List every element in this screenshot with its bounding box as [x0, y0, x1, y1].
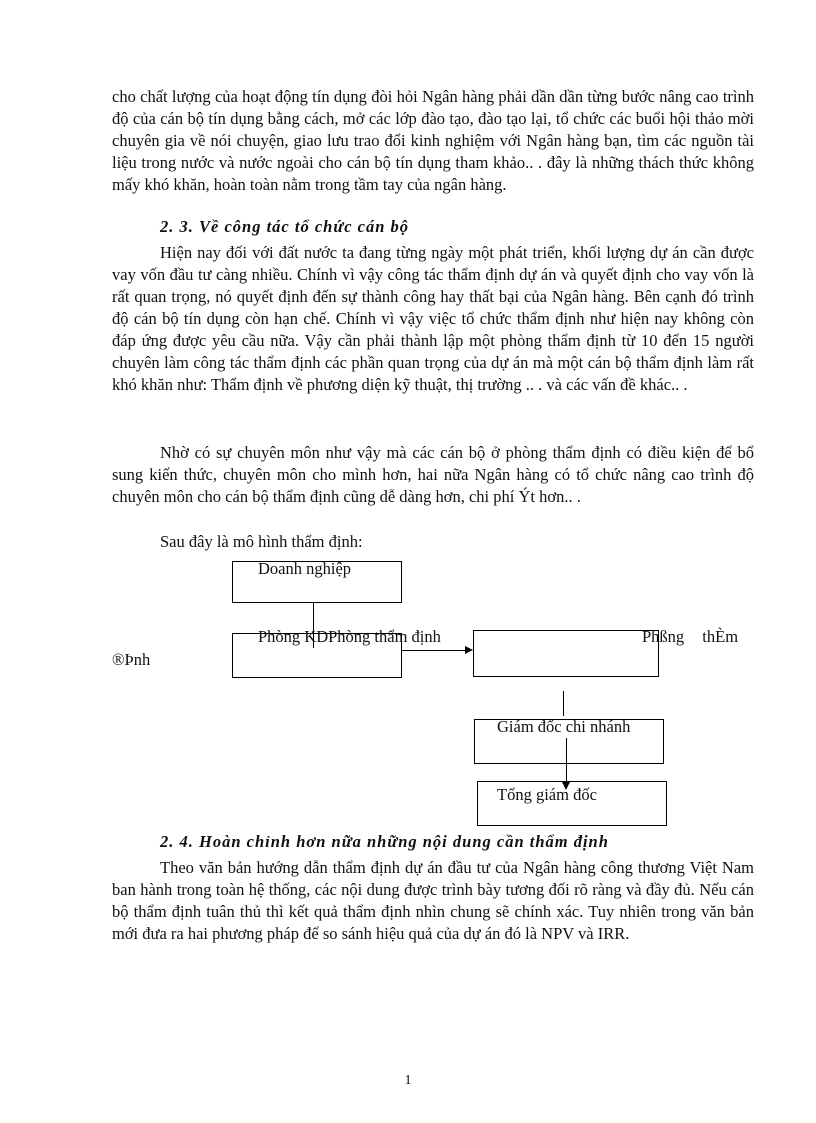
- connector-tham-dinh-to-giam-doc: [563, 691, 564, 716]
- arrow-right-icon: [465, 646, 473, 654]
- label-dinh-garbled: ®Þnh: [112, 650, 151, 669]
- paragraph-credit-training: cho chất lượng của hoạt động tín dụng đòi hỏi Ngân hàng phải dần dần từng bước nâng cao trình độ của cán bộ tín dụng bằng cách, mở các lớp đào tạo, đào tạo lại, tổ chức các buổi hội thảo mời chuyên gia về nói chuyện, giao lưu trao đổi kinh nghiệm với Ngân hàng bạn, tìm các nguồn tài liệu trong nước và nước ngoài cho cán bộ tín dụng tham khảo.. . đây là những thách thức không mấy khó khăn, hoàn toàn nằm trong tầm tay của ngân hàng.: [112, 87, 754, 194]
- label-doanh-nghiep: Doanh nghiệp: [258, 559, 352, 578]
- paragraph-specialization-benefits: Nhờ có sự chuyên môn như vậy mà các cán bộ ở phòng thẩm định có điều kiện để bổ sung kiến thức, chuyên môn cho mình hơn, hai nữa Ngân hàng có tổ chức nâng cao trình độ chuyên môn cho cán bộ thẩm định cũng dễ dàng hơn, chi phí Ýt hơn.. .: [112, 443, 754, 506]
- paragraph-guidelines: Theo văn bản hướng dẫn thẩm định dự án đầu tư của Ngân hàng công thương Việt Nam ban hành trong toàn hệ thống, các nội dung được trình bày tương đối rõ ràng và đầy đủ. Nếu cán bộ thẩm định tuân thủ thì kết quả thẩm định nhìn chung sẽ chính xác. Tuy nhiên trong văn bản mới đưa ra hai phương pháp để so sánh hiệu quả của dự án đó là NPV và IRR.: [112, 858, 754, 943]
- box-phong-tham-dinh: [473, 630, 659, 677]
- label-tong-giam-doc: Tổng giám đốc: [497, 785, 597, 804]
- section-heading-organization: 2. 3. Về công tác tổ chức cán bộ: [160, 217, 410, 236]
- paragraph-model-intro: Sau đây là mô hình thẩm định:: [160, 532, 363, 551]
- label-phong-tham-dinh-garbled: Phßng thÈm: [642, 627, 739, 646]
- connector-phong-kd-to-tham-dinh: [402, 650, 465, 651]
- page-number: 1: [404, 1073, 412, 1088]
- connector-giam-doc-to-tong-giam-doc: [566, 738, 567, 784]
- section-heading-content: 2. 4. Hoàn chỉnh hơn nữa những nội dung cần thẩm định: [160, 832, 609, 851]
- label-giam-doc-chi-nhanh: Giám đốc chi nhánh: [497, 717, 631, 736]
- label-phong-kd-phong-tham-dinh: Phòng KDPhòng thẩm định: [258, 627, 441, 646]
- paragraph-appraisal-department: Hiện nay đối với đất nước ta đang từng ngày một phát triển, khối lượng dự án cần được vay vốn đầu tư càng nhiều. Chính vì vậy công tác thẩm định dự án và quyết định cho vay vốn là rất quan trọng, nó quyết định đến sự thành công hay thất bại của Ngân hàng. Bên cạnh đó trình độ cán bộ tín dụng còn hạn chế. Chính vì vậy việc tổ chức thẩm định như hiện nay không còn đáp ứng được yêu cầu nữa. Vậy cần phải thành lập một phòng thẩm định từ 10 đến 15 người chuyên làm công tác thẩm định các phần quan trọng của dự án mà một cán bộ thẩm định làm rất khó khăn như: Thẩm định về phương diện kỹ thuật, thị trường .. . và các vấn đề khác.. .: [112, 243, 754, 394]
